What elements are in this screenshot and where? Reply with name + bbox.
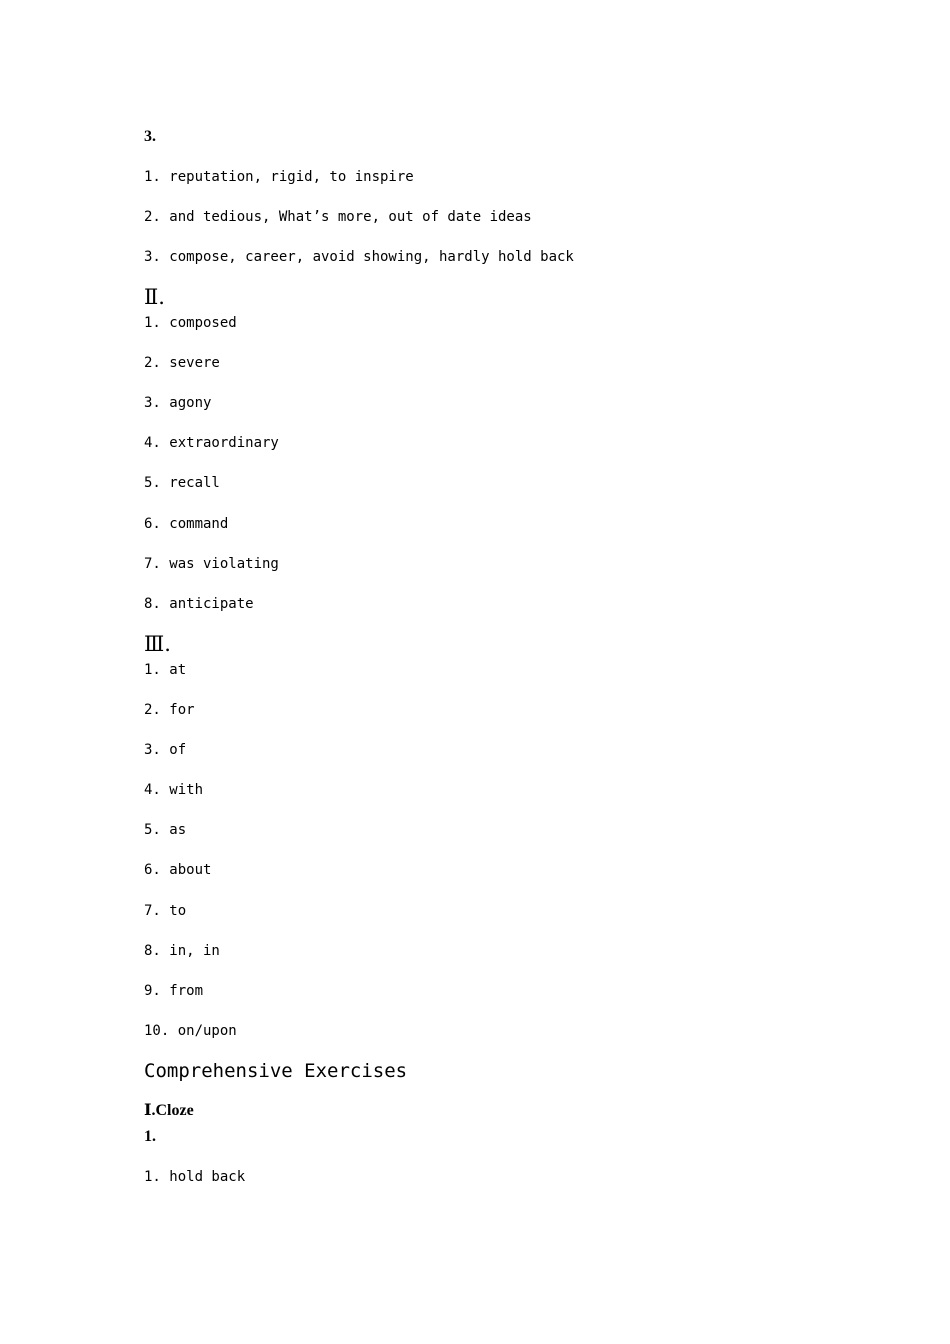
answer-line: 6. command	[144, 516, 229, 532]
cloze-sub-label: 1.	[144, 1128, 156, 1145]
answer-line: 9. from	[144, 983, 204, 999]
comprehensive-heading: Comprehensive Exercises	[144, 1060, 408, 1082]
answer-line: 3. compose, career, avoid showing, hardly hold back	[144, 249, 574, 265]
section-iii-label: Ⅲ.	[144, 632, 171, 656]
answer-line: 1. composed	[144, 315, 237, 331]
answer-line: 5. as	[144, 822, 187, 838]
answer-line: 8. in, in	[144, 943, 220, 959]
answer-line: 2. and tedious, What’s more, out of date ideas	[144, 209, 532, 225]
answer-line: 6. about	[144, 862, 212, 878]
answer-line: 4. with	[144, 782, 204, 798]
answer-line: 1. at	[144, 662, 187, 678]
answer-line: 8. anticipate	[144, 596, 254, 612]
answer-line: 2. severe	[144, 355, 220, 371]
cloze-label: Ⅰ.Cloze	[144, 1102, 194, 1119]
answer-line: 7. was violating	[144, 556, 279, 572]
section-3-label: 3.	[144, 128, 156, 145]
answer-line: 1. reputation, rigid, to inspire	[144, 169, 414, 185]
answer-line: 5. recall	[144, 475, 220, 491]
answer-line: 3. of	[144, 742, 187, 758]
answer-line: 4. extraordinary	[144, 435, 279, 451]
answer-line: 1. hold back	[144, 1169, 246, 1185]
answer-line: 7. to	[144, 903, 187, 919]
answer-line: 2. for	[144, 702, 195, 718]
section-ii-label: Ⅱ.	[144, 285, 165, 309]
answer-line: 3. agony	[144, 395, 212, 411]
answer-line: 10. on/upon	[144, 1023, 237, 1039]
